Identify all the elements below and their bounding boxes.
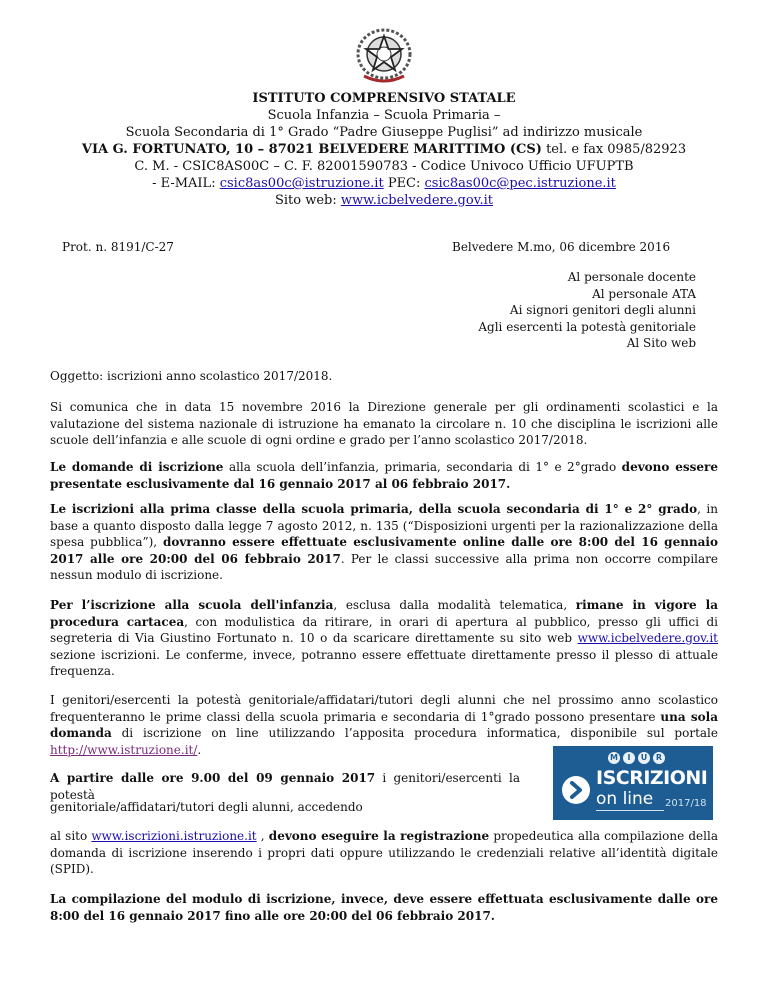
school-codes: C. M. - CSIC8AS00C – C. F. 82001590783 - Codice Univoco Ufficio UFUPTB <box>134 159 634 174</box>
document-date: Belvedere M.mo, 06 dicembre 2016 <box>452 240 671 254</box>
email-link[interactable]: csic8as00c@istruzione.it <box>219 176 384 191</box>
paragraph-infanzia: Per l’iscrizione alla scuola dell'infanzia, esclusa dalla modalità telematica, rimane in vigore la procedura cartacea, con modulistica da ritirare, in orari di apertura al pubblico, presso gli uffici di segreteria di Via Giustino Fortunato n. 10 o da scaricare direttamente su sito web www.icbelvedere.gov.it sezione iscrizioni. Le conferme, invece, potranno essere effettuate direttamente presso il plesso di attuale frequenza. <box>50 598 719 678</box>
recipient: Agli esercenti la potestà genitoriale <box>478 319 696 334</box>
istruzione-portal-link[interactable]: http://www.istruzione.it/ <box>50 742 198 757</box>
school-email-line: - E-MAIL: csic8as00c@istruzione.it PEC: csic8as00c@pec.istruzione.it <box>152 176 616 191</box>
school-website-link[interactable]: www.icbelvedere.gov.it <box>577 631 718 645</box>
banner-year: 2017/18 <box>665 798 707 809</box>
paragraph-circolare: Si comunica che in data 15 novembre 2016 la Direzione generale per gli ordinamenti scolastici e la valutazione del sistema nazionale di istruzione ha emanato la circolare n. 10 che disciplina le iscrizioni alle scuole dell’infanzia e alle scuole di ogni ordine e grado per l’anno scolastico 2017/2018. <box>50 400 718 447</box>
italian-republic-emblem-icon <box>348 24 420 86</box>
paragraph-compilazione: La compilazione del modulo di iscrizione, invece, deve essere effettuata esclusivamente dalle ore 8:00 del 16 gennaio 2017 fino alle ore 20:00 del 06 febbraio 2017. <box>50 892 718 923</box>
miur-letter: M <box>608 752 620 764</box>
banner-underline <box>596 810 664 811</box>
miur-letter: R <box>653 752 665 764</box>
website-link[interactable]: www.icbelvedere.gov.it <box>340 193 494 208</box>
banner-title: ISCRIZIONI <box>596 767 708 789</box>
banner-subtitle: on line <box>596 789 654 809</box>
recipient: Ai signori genitori degli alunni <box>509 303 696 317</box>
iscrizioni-online-banner[interactable] <box>553 746 713 820</box>
miur-letters <box>608 752 665 764</box>
school-title: ISTITUTO COMPRENSIVO STATALE <box>252 91 516 106</box>
subject-line: Oggetto: iscrizioni anno scolastico 2017/2018. <box>50 369 333 383</box>
paragraph-domande: Le domande di iscrizione alla scuola dell’infanzia, primaria, secondaria di 1° e 2°grado devono essere presentate esclusivamente dal 16 gennaio 2017 al 06 febbraio 2017. <box>50 460 718 491</box>
miur-letter: I <box>623 752 635 764</box>
school-site-line: Sito web: www.icbelvedere.gov.it <box>274 193 494 208</box>
chevron-right-icon <box>562 776 590 804</box>
recipient: Al personale ATA <box>592 286 696 301</box>
school-types: Scuola Infanzia – Scuola Primaria – <box>267 108 501 123</box>
paragraph-registrazione-cont: genitoriale/affidatari/tutori degli alunni, accedendo <box>50 800 363 814</box>
school-address: VIA G. FORTUNATO, 10 – 87021 BELVEDERE MARITTIMO (CS) tel. e fax 0985/82923 <box>81 142 687 157</box>
recipient: Al personale docente <box>567 270 696 284</box>
paragraph-registrazione-site: al sito www.iscrizioni.istruzione.it , devono eseguire la registrazione propedeutica alla compilazione della domanda di iscrizione inserendo i propri dati oppure utilizzando le credenziali relative all’identità digitale (SPID). <box>50 829 718 876</box>
paragraph-registrazione-start: A partire dalle ore 9.00 del 09 gennaio 2017 i genitori/esercenti la potestà <box>50 771 520 802</box>
recipients-list <box>478 269 696 352</box>
paragraph-iscrizioni-online: Le iscrizioni alla prima classe della scuola primaria, della scuola secondaria di 1° e 2° grado, in base a quanto disposto dalla legge 7 agosto 2012, n. 135 (“Disposizioni urgenti per la razionalizzazione della spesa pubblica”), dovranno essere effettuate esclusivamente online dalle ore 8:00 del 16 gennaio 2017 alle ore 20:00 del 06 febbraio 2017. Per le classi successive alla prima non occorre compilare nessun modulo di iscrizione. <box>50 502 718 582</box>
recipient: Al Sito web <box>626 336 696 350</box>
protocol-number: Prot. n. 8191/C-27 <box>62 240 174 254</box>
pec-link[interactable]: csic8as00c@pec.istruzione.it <box>424 176 616 191</box>
school-header <box>60 90 708 209</box>
miur-letter: U <box>638 752 650 764</box>
school-secondary: Scuola Secondaria di 1° Grado “Padre Giuseppe Puglisi” ad indirizzo musicale <box>125 125 643 140</box>
iscrizioni-site-link[interactable]: www.iscrizioni.istruzione.it <box>91 829 257 843</box>
paragraph-genitori: I genitori/esercenti la potestà genitoriale/affidatari/tutori degli alunni che nel prossimo anno scolastico frequenteranno le prime classi della scuola primaria e secondaria di 1°grado possono presentare una sola domanda di iscrizione on line utilizzando l’apposita procedura informatica, disponibile sul portale http://www.istruzione.it/. <box>50 693 719 757</box>
